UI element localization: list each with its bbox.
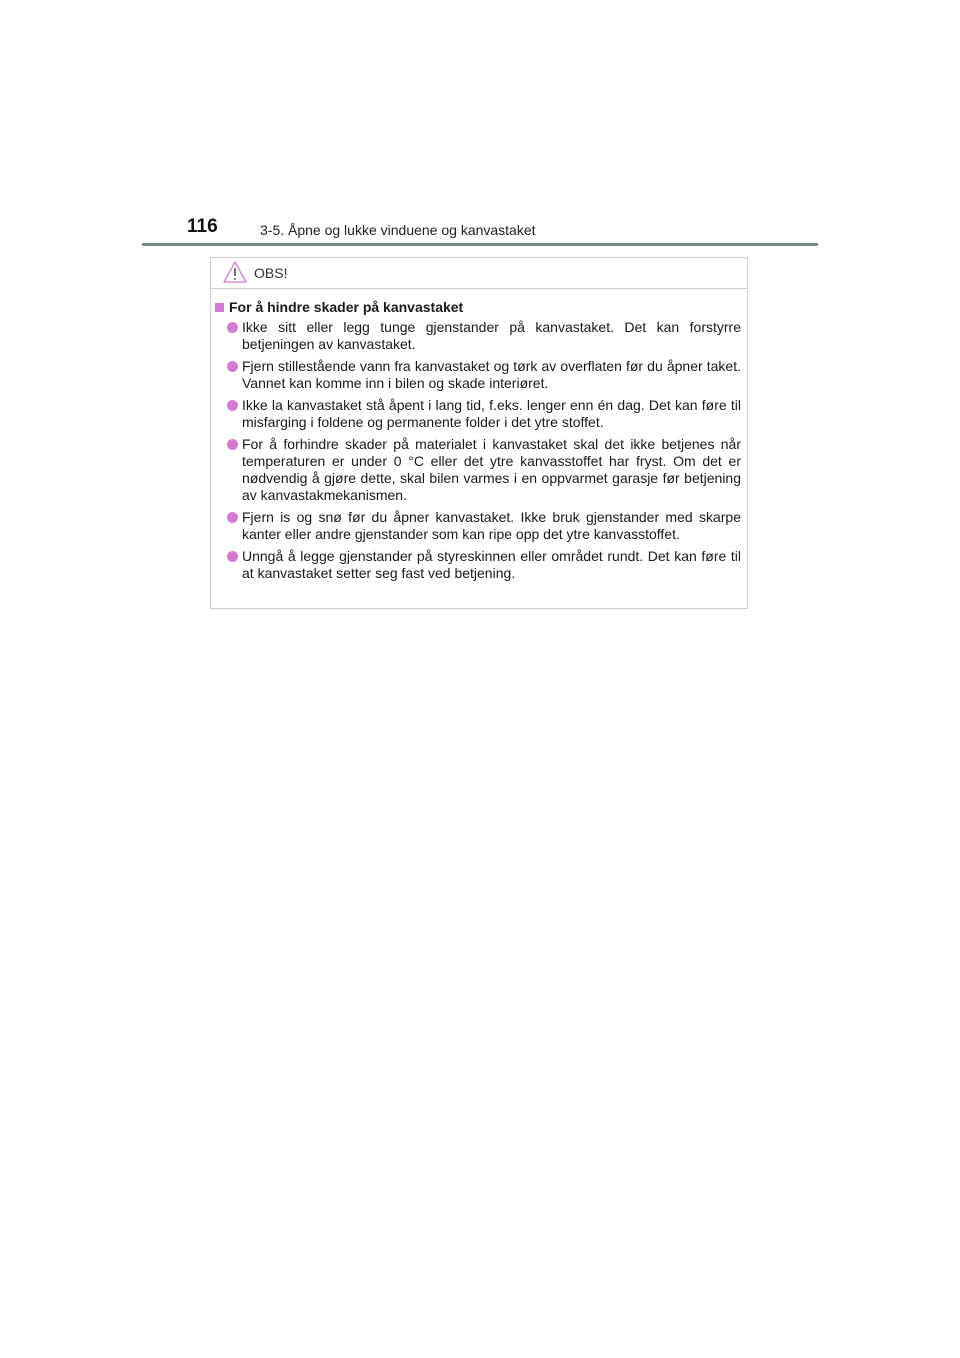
bullet-dot-icon	[227, 361, 238, 372]
list-item-text: Unngå å legge gjenstander på styreskinnen eller området rundt. Det kan føre til at kanvastaket setter seg fast ved betjening.	[242, 548, 741, 581]
list-item	[215, 509, 741, 543]
bullet-dot-icon	[227, 512, 238, 523]
list-item	[215, 397, 741, 431]
caution-heading-text: For å hindre skader på kanvastaket	[229, 299, 464, 315]
list-item-text: For å forhindre skader på materialet i kanvastaket skal det ikke betjenes når temperaturen er under 0 °C eller det ytre kanvasstoffet har fryst. Om det er nødvendig å gjøre dette, skal bilen varmes i en oppvarmet garasje før betjening av kanvastakmekanismen.	[242, 436, 741, 503]
page-number: 116	[187, 216, 218, 237]
square-bullet-icon	[215, 303, 224, 312]
caution-header	[211, 258, 747, 289]
header-divider	[142, 243, 818, 246]
caution-label: OBS!	[254, 265, 288, 281]
caution-subheading	[215, 299, 741, 315]
list-item-text: Ikke sitt eller legg tunge gjenstander på kanvastaket. Det kan forstyrre betjeningen av kanvastaket.	[242, 319, 741, 352]
bullet-dot-icon	[227, 322, 238, 333]
list-item-text: Fjern is og snø før du åpner kanvastaket. Ikke bruk gjenstander med skarpe kanter eller andre gjenstander som kan ripe opp det ytre kanvasstoffet.	[242, 509, 741, 542]
bullet-dot-icon	[227, 551, 238, 562]
warning-triangle-icon	[223, 261, 247, 283]
list-item	[215, 358, 741, 392]
bullet-dot-icon	[227, 400, 238, 411]
caution-body	[211, 289, 747, 582]
caution-box	[210, 257, 748, 609]
list-item-text: Ikke la kanvastaket stå åpent i lang tid, f.eks. lenger enn én dag. Det kan føre til misfarging i foldene og permanente folder i det ytre stoffet.	[242, 397, 741, 430]
list-item	[215, 319, 741, 353]
list-item	[215, 436, 741, 504]
list-item	[215, 548, 741, 582]
bullet-dot-icon	[227, 439, 238, 450]
section-title: 3-5. Åpne og lukke vinduene og kanvastaket	[260, 222, 536, 238]
list-item-text: Fjern stillestående vann fra kanvastaket og tørk av overflaten før du åpner taket. Vannet kan komme inn i bilen og skade interiøret.	[242, 358, 741, 391]
